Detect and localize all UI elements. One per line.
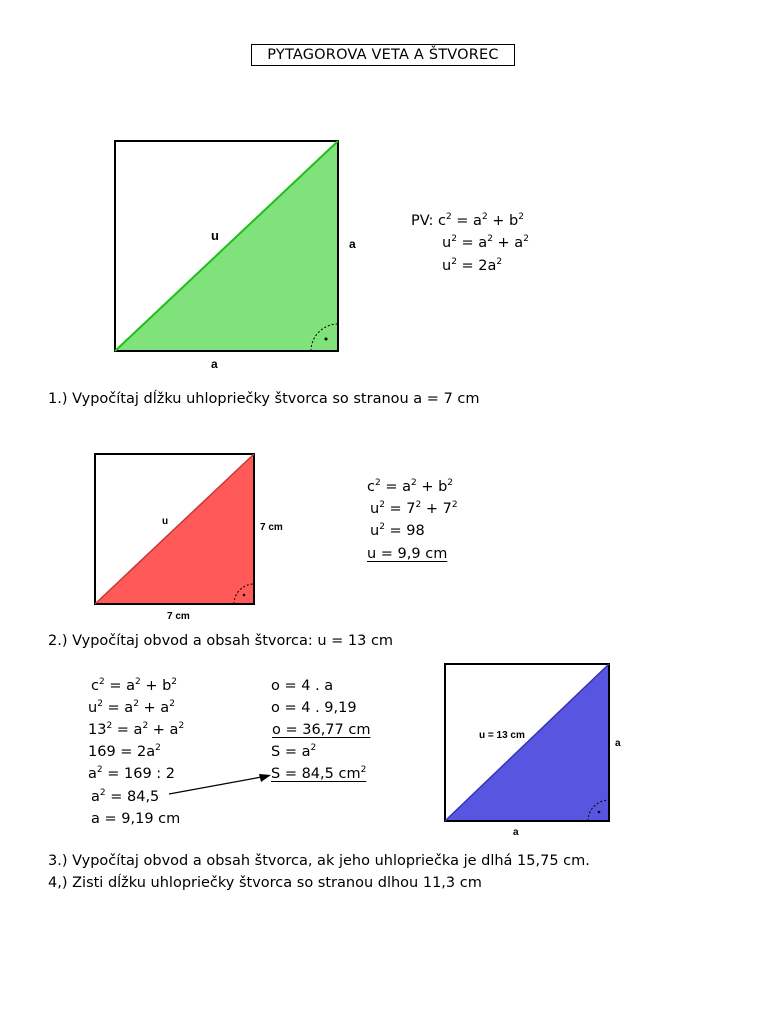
solution1-line-1: $c^2 = a^2 + b^2$ — [367, 478, 454, 495]
diagonal-label: u — [162, 516, 169, 527]
solution2-left-line-7: a = 9,19 cm — [91, 811, 181, 827]
solution2-right-line-2: o = 4 . 9,19 — [271, 700, 357, 716]
square-diagram-green — [105, 130, 375, 375]
task-2: 2.) Vypočítaj obvod a obsah štvorca: u = 13 cm — [48, 633, 394, 649]
task-3: 3.) Vypočítaj obvod a obsah štvorca, ak jeho uhlopriečka je dlhá 15,75 cm. — [48, 853, 590, 869]
page-title: PYTAGOROVA VETA A ŠTVOREC — [251, 44, 515, 66]
solution1-line-2: $u^2 = 7^2 + 7^2$ — [370, 500, 458, 517]
solution2-left-line-5: $a^2 = 169$ : 2 — [88, 765, 175, 782]
pv-formula-1: PV: $c^2 = a^2 + b^2$ — [411, 212, 524, 229]
pv-formula-3: $u^2 = 2a^2$ — [442, 257, 503, 274]
task-4: 4,) Zisti dĺžku uhlopriečky štvorca so stranou dlhou 11,3 cm — [48, 875, 482, 891]
side-label-right: a — [349, 237, 356, 251]
right-angle-dot — [598, 811, 601, 814]
arrow-to-area — [165, 770, 275, 800]
right-angle-dot — [325, 338, 328, 341]
solution2-left-line-1: $c^2 = a^2 + b^2$ — [91, 677, 178, 694]
solution2-left-line-4: $169 = 2a^2$ — [88, 743, 161, 760]
side-label-bottom: a — [513, 827, 519, 838]
solution2-right-line-3: o = 36,77 cm — [272, 722, 371, 738]
solution2-left-line-6: $a^2 = 84,5$ — [91, 788, 160, 805]
right-angle-dot — [243, 594, 246, 597]
solution1-line-3: $u^2 = 98$ — [370, 522, 425, 539]
side-label-bottom: 7 cm — [167, 611, 190, 622]
pv-formula-2: $u^2 = a^2 + a^2$ — [442, 234, 529, 251]
square-diagram-blue — [435, 655, 650, 840]
solution2-right-line-1: o = 4 . a — [271, 678, 334, 694]
diagonal-label: u = 13 cm — [479, 730, 525, 741]
side-label-bottom: a — [211, 357, 218, 371]
solution2-left-line-2: $u^2 = a^2 + a^2$ — [88, 699, 175, 716]
solution1-result: u = 9,9 cm — [367, 546, 448, 562]
side-label-right: a — [615, 738, 621, 749]
diagonal-label: u — [211, 228, 219, 243]
task-1: 1.) Vypočítaj dĺžku uhlopriečky štvorca so stranou a = 7 cm — [48, 391, 480, 407]
side-label-right: 7 cm — [260, 522, 283, 533]
solution2-right-line-5: S = 84,5 $cm^2$ — [271, 765, 367, 782]
square-diagram-red — [85, 445, 300, 625]
solution2-left-line-3: $13^2 = a^2 + a^2$ — [88, 721, 185, 738]
solution2-right-line-4: $S = a^2$ — [271, 743, 317, 760]
